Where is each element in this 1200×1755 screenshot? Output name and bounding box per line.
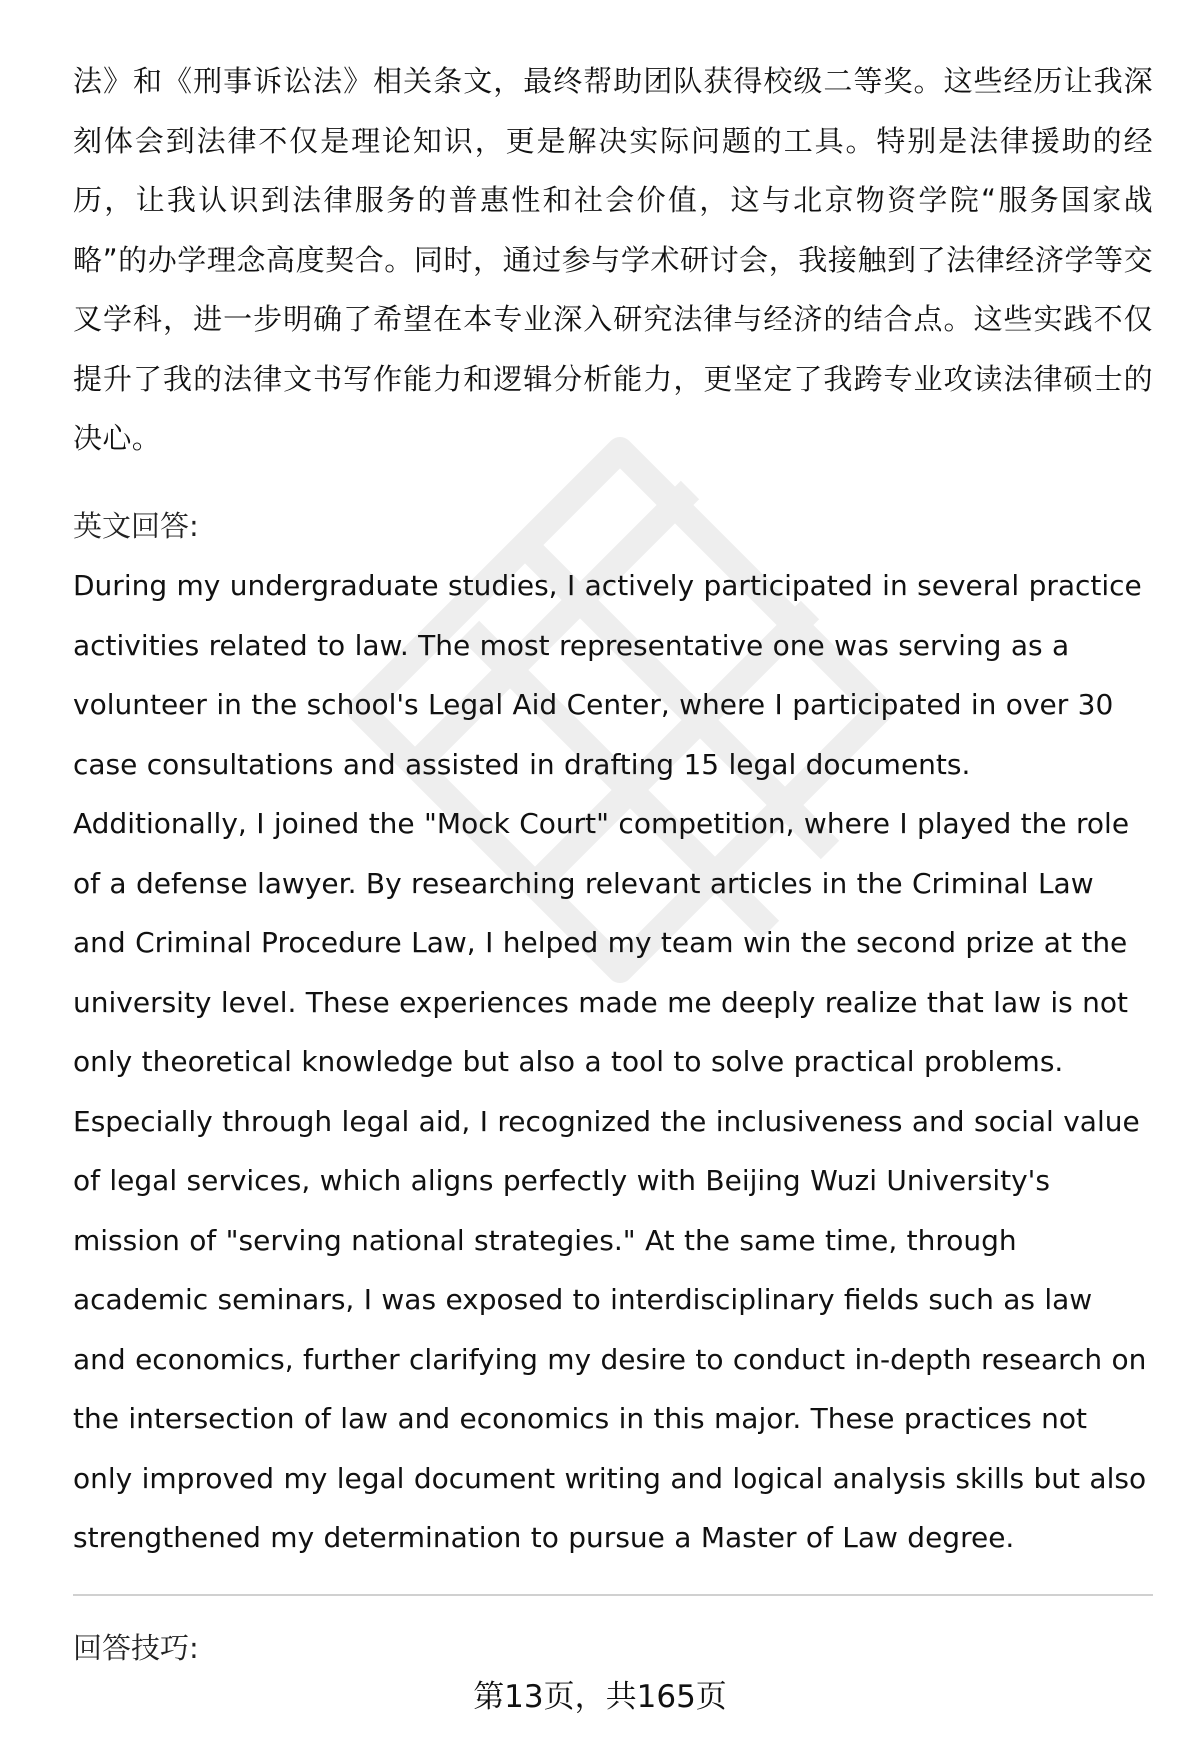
english-answer-paragraph: During my undergraduate studies, I actively participated in several practice activities related to law. The most representative one was serving as a volunteer in the school's Legal Aid Center, where I participated in over 30 case consultations and assisted in drafting 15 legal documents. Additionally, I joined the "Mock Court" competition, where I played the role of a defense lawyer. By researching relevant articles in the Criminal Law and Criminal Procedure Law, I helped my team win the second prize at the university level. These experiences made me deeply realize that law is not only theoretical knowledge but also a tool to solve practical problems. Especially through legal aid, I recognized the inclusiveness and social value of legal services, which aligns perfectly with Beijing Wuzi University's mission of "serving national strategies." At the same time, through academic seminars, I was exposed to interdisciplinary fields such as law and economics, further clarifying my desire to conduct in-depth research on the intersection of law and economics in this major. These practices not only improved my legal document writing and logical analysis skills but also strengthened my determination to pursue a Master of Law degree.: [73, 569, 1147, 1554]
english-answer-label: 英文回答:: [73, 508, 199, 543]
chinese-answer-paragraph: 法》和《刑事诉讼法》相关条文，最终帮助团队获得校级二等奖。这些经历让我深刻体会到法律不仅是理论知识，更是解决实际问题的工具。特别是法律援助的经历，让我认识到法律服务的普惠性和社会价值，这与北京物资学院“服务国家战略”的办学理念高度契合。同时，通过参与学术研讨会，我接触到了法律经济学等交叉学科，进一步明确了希望在本专业深入研究法律与经济的结合点。这些实践不仅提升了我的法律文书写作能力和逻辑分析能力，更坚定了我跨专业攻读法律硕士的决心。: [73, 64, 1153, 455]
answer-tips-label: 回答技巧:: [73, 1631, 199, 1665]
section-divider: [73, 1594, 1153, 1596]
page-number-footer: 第13页，共165页: [473, 1679, 727, 1715]
main-content: [73, 52, 1153, 1568]
